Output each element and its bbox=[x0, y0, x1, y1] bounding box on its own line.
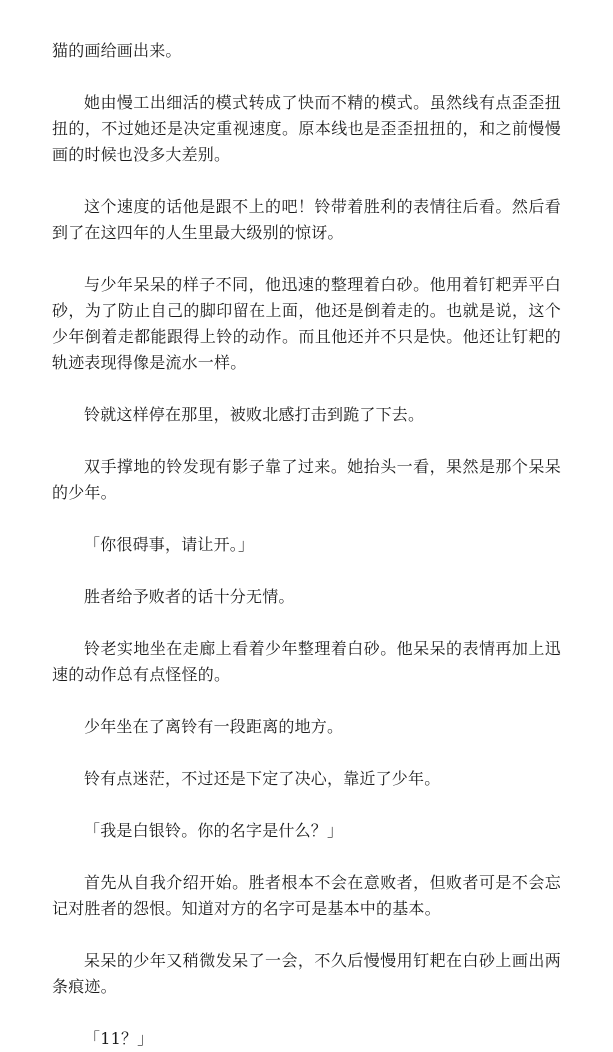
paragraph: 与少年呆呆的样子不同，他迅速的整理着白砂。他用着钉耙弄平白砂，为了防止自己的脚印留在上面，他还是倒着走的。也就是说，这个少年倒着走都能跟得上铃的动作。而且他还并不只是快。他还让钉耙的轨迹表现得像是流水一样。 bbox=[52, 275, 561, 372]
paragraph: 少年坐在了离铃有一段距离的地方。 bbox=[84, 717, 344, 736]
paragraph: 铃有点迷茫，不过还是下定了决心，靠近了少年。 bbox=[84, 769, 441, 788]
paragraph: 首先从自我介绍开始。胜者根本不会在意败者，但败者可是不会忘记对胜者的怨恨。知道对方的名字可是基本中的基本。 bbox=[52, 873, 561, 918]
paragraph: 她由慢工出细活的模式转成了快而不精的模式。虽然线有点歪歪扭扭的，不过她还是决定重视速度。原本线也是歪歪扭扭的，和之前慢慢画的时候也没多大差别。 bbox=[52, 93, 561, 164]
paragraph: 这个速度的话他是跟不上的吧！铃带着胜利的表情往后看。然后看到了在这四年的人生里最大级别的惊讶。 bbox=[52, 197, 561, 242]
dialogue-line: 「我是白银铃。你的名字是什么？」 bbox=[84, 821, 344, 840]
paragraph: 铃就这样停在那里，被败北感打击到跪了下去。 bbox=[84, 405, 425, 424]
paragraph: 胜者给予败者的话十分无情。 bbox=[84, 587, 295, 606]
paragraph: 铃老实地坐在走廊上看着少年整理着白砂。他呆呆的表情再加上迅速的动作总有点怪怪的。 bbox=[52, 639, 561, 684]
dialogue-line: 「你很碍事，请让开。」 bbox=[84, 535, 255, 554]
paragraph: 猫的画给画出来。 bbox=[52, 41, 182, 60]
paragraph: 双手撑地的铃发现有影子靠了过来。她抬头一看，果然是那个呆呆的少年。 bbox=[52, 457, 561, 502]
dialogue-line: 「11？」 bbox=[84, 1029, 154, 1048]
paragraph: 呆呆的少年又稍微发呆了一会，不久后慢慢用钉耙在白砂上画出两条痕迹。 bbox=[52, 951, 561, 996]
